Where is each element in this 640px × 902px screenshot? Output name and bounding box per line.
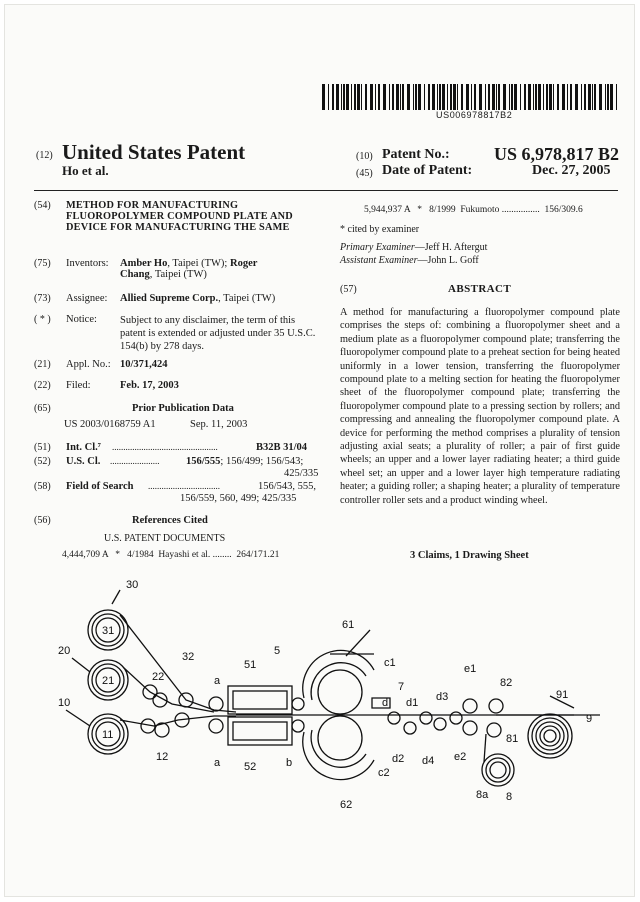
barcode-bar	[557, 84, 559, 110]
patent-drawing	[0, 570, 640, 900]
label-d1: d1	[406, 697, 419, 709]
label-51: 51	[244, 659, 257, 671]
appl-label: Appl. No.:	[66, 359, 111, 370]
label-e1: e1	[464, 663, 477, 675]
label-22: 22	[152, 671, 165, 683]
patent-number: US 6,978,817 B2	[494, 144, 620, 164]
primary-examiner: Primary Examiner—Jeff H. Aftergut	[340, 242, 488, 253]
barcode-bar	[520, 84, 521, 110]
barcode-bar	[450, 84, 452, 110]
barcode-bar	[610, 84, 613, 110]
field-line1: 156/543, 555,	[258, 481, 317, 492]
barcode-bar	[413, 84, 414, 110]
label-61: 61	[342, 619, 355, 631]
field-code: (58)	[34, 481, 51, 492]
barcode-bar	[402, 84, 404, 110]
barcode-bar	[336, 84, 339, 110]
barcode-bar	[605, 84, 606, 110]
label-8a: 8a	[476, 789, 489, 801]
barcode-bar	[428, 84, 430, 110]
barcode-bar	[461, 84, 463, 110]
field-label: Field of Search	[66, 481, 134, 492]
us-docs-heading: U.S. PATENT DOCUMENTS	[104, 533, 226, 544]
barcode-bar	[581, 84, 582, 110]
inventors-code: (75)	[34, 258, 51, 269]
label-32: 32	[182, 651, 195, 663]
label-c2: c2	[378, 767, 390, 779]
barcode-bar	[533, 84, 534, 110]
barcode-bar	[328, 84, 329, 110]
barcode-bar	[346, 84, 349, 110]
barcode-bar	[607, 84, 609, 110]
abstract-heading: ABSTRACT	[448, 283, 512, 295]
barcode-bar	[439, 84, 441, 110]
title-code: (54)	[34, 200, 51, 211]
notice-code: ( * )	[34, 314, 51, 325]
inventors-label: Inventors:	[66, 258, 109, 269]
barcode-bar	[365, 84, 367, 110]
barcode-bar	[567, 84, 568, 110]
barcode-bar	[432, 84, 435, 110]
barcode-bar	[488, 84, 490, 110]
cited-note: * cited by examiner	[340, 224, 420, 235]
label-62: 62	[340, 799, 353, 811]
barcode-bar	[509, 84, 510, 110]
barcode-bar	[528, 84, 531, 110]
date-code: (45)	[356, 168, 373, 179]
barcode	[322, 84, 620, 110]
barcode-bar	[415, 84, 417, 110]
assignee-value: Allied Supreme Corp., Taipei (TW)	[120, 293, 276, 304]
barcode-bar	[418, 84, 421, 110]
claims-count: 3 Claims, 1 Drawing Sheet	[410, 550, 529, 561]
intcl-label: Int. Cl.⁷	[66, 442, 101, 453]
label-c1: c1	[384, 657, 396, 669]
barcode-bar	[424, 84, 425, 110]
barcode-bar	[361, 84, 362, 110]
field-dots: ................................	[148, 481, 220, 491]
label-91: 91	[556, 689, 569, 701]
field-line2: 156/559, 560, 499; 425/335	[180, 493, 297, 504]
barcode-bar	[485, 84, 486, 110]
patent-number-code: (10)	[356, 151, 373, 162]
kind-code-number: (12)	[36, 150, 53, 161]
uscl-code: (52)	[34, 456, 51, 467]
label-82: 82	[500, 677, 513, 689]
barcode-bar	[575, 84, 578, 110]
label-d4: d4	[422, 755, 435, 767]
label-10: 10	[58, 697, 71, 709]
label-5: 5	[274, 645, 281, 657]
barcode-bar	[588, 84, 591, 110]
patent-date: Dec. 27, 2005	[532, 163, 611, 178]
barcode-bar	[396, 84, 399, 110]
prior-heading: Prior Publication Data	[132, 403, 234, 414]
barcode-bar	[343, 84, 345, 110]
barcode-bar	[592, 84, 593, 110]
barcode-bar	[392, 84, 394, 110]
header-divider	[34, 190, 618, 191]
barcode-bar	[553, 84, 554, 110]
label-81: 81	[506, 733, 519, 745]
barcode-bar	[407, 84, 410, 110]
barcode-bar	[357, 84, 360, 110]
barcode-bar	[479, 84, 482, 110]
barcode-bar	[594, 84, 596, 110]
notice-label: Notice:	[66, 314, 97, 325]
barcode-bar	[616, 84, 617, 110]
reference-1: 4,444,709 A * 4/1984 Hayashi et al. ........ 264/171.21	[62, 550, 280, 560]
barcode-number: US006978817B2	[436, 110, 513, 120]
label-a-top: a	[214, 675, 221, 687]
label-12: 12	[156, 751, 169, 763]
date-label: Date of Patent:	[382, 163, 473, 178]
barcode-bar	[341, 84, 342, 110]
barcode-bar	[437, 84, 438, 110]
barcode-bar	[498, 84, 500, 110]
barcode-bar	[389, 84, 390, 110]
barcode-bar	[354, 84, 356, 110]
label-30: 30	[126, 579, 139, 591]
label-11: 11	[102, 729, 114, 741]
invention-title: METHOD FOR MANUFACTURING FLUOROPOLYMER COMPOUND PLATE AND DEVICE FOR MANUFACTURING THE SAME	[66, 200, 293, 233]
refs-code: (56)	[34, 515, 51, 526]
barcode-bar	[442, 84, 445, 110]
label-20: 20	[58, 645, 71, 657]
inventors-short: Ho et al.	[62, 163, 109, 178]
appl-number: 10/371,424	[120, 359, 168, 370]
filed-code: (22)	[34, 380, 51, 391]
label-d2: d2	[392, 753, 405, 765]
abstract-text: A method for manufacturing a fluoropolymer compound plate comprises the steps of: combining a fluoropolymer sheet and a medium plate as a fluoropolymer compound plate; transferring the fluoropolymer compound plate to a preheat section for being heated uniformly in a lower tension, transferring the fluoropolymer compound plate to a melting section for heating the fluoropolymer sheet of the fluoropolymer compound plate; transferring the fluoropolymer compound plate to a pressing section by rollers; and compressing and annealing the fluoropolymer compound plate. A device for performing the method comprises a plurality of tension adjusting axial seats; a plurality of roller; a pair of first guide wheels; an upper and a lower layer radiating heater; a third guide wheel set; an upper and a lower layer high temperature radiating heater; a guiding roller; a shaping heater; a plurality of temperature controller roller sets and a product winding wheel.	[340, 307, 620, 506]
abstract-code: (57)	[340, 284, 357, 295]
barcode-bar	[370, 84, 373, 110]
uscl-value: 156/555; 156/499; 156/543;	[186, 456, 304, 467]
barcode-bar	[400, 84, 401, 110]
document-type: United States Patent	[62, 140, 246, 164]
label-b: b	[286, 757, 293, 769]
uscl-value-line2: 425/335	[284, 468, 319, 479]
label-d: d	[382, 697, 389, 709]
barcode-bar	[535, 84, 537, 110]
barcode-bar	[474, 84, 476, 110]
prior-code: (65)	[34, 403, 51, 414]
barcode-bar	[543, 84, 544, 110]
label-e2: e2	[454, 751, 467, 763]
barcode-bar	[549, 84, 552, 110]
label-31: 31	[102, 625, 115, 637]
barcode-bar	[453, 84, 456, 110]
barcode-bar	[466, 84, 469, 110]
intcl-dots: ...............................................	[112, 442, 218, 452]
barcode-bar	[562, 84, 565, 110]
barcode-bar	[496, 84, 497, 110]
uscl-label: U.S. Cl.	[66, 456, 101, 467]
reference-2: 5,944,937 A * 8/1999 Fukumoto ................ 156/309.6	[364, 205, 583, 215]
assignee-label: Assignee:	[66, 293, 108, 304]
prior-date: Sep. 11, 2003	[190, 419, 248, 430]
inventors-line1: Amber Ho, Taipei (TW); Roger	[120, 258, 258, 269]
barcode-bar	[447, 84, 448, 110]
barcode-bar	[546, 84, 548, 110]
prior-publication: US 2003/0168759 A1	[64, 419, 156, 430]
barcode-bar	[375, 84, 376, 110]
label-8: 8	[506, 791, 513, 803]
barcode-bar	[599, 84, 602, 110]
intcl-value: B32B 31/04	[256, 442, 308, 453]
filed-date: Feb. 17, 2003	[120, 380, 179, 391]
barcode-bar	[538, 84, 541, 110]
label-a-bottom: a	[214, 757, 221, 769]
barcode-bar	[378, 84, 380, 110]
filed-label: Filed:	[66, 380, 91, 391]
refs-heading: References Cited	[132, 515, 208, 526]
appl-code: (21)	[34, 359, 51, 370]
notice-text: Subject to any disclaimer, the term of this patent is extended or adjusted under 35 U.S.C. 154(b) by 278 days.	[120, 315, 316, 352]
barcode-bar	[570, 84, 572, 110]
barcode-bar	[584, 84, 586, 110]
intcl-code: (51)	[34, 442, 51, 453]
barcode-bar	[514, 84, 517, 110]
inventors-line2: Chang, Taipei (TW)	[120, 269, 207, 280]
label-7: 7	[398, 681, 405, 693]
label-d3: d3	[436, 691, 449, 703]
barcode-bar	[383, 84, 386, 110]
barcode-bar	[492, 84, 495, 110]
barcode-bar	[457, 84, 458, 110]
barcode-bar	[322, 84, 325, 110]
barcode-bar	[503, 84, 506, 110]
barcode-bar	[351, 84, 352, 110]
label-9: 9	[586, 713, 593, 725]
uscl-dots: ......................	[110, 456, 160, 466]
barcode-bar	[524, 84, 526, 110]
barcode-bar	[511, 84, 513, 110]
label-52: 52	[244, 761, 257, 773]
assignee-code: (73)	[34, 293, 51, 304]
barcode-bar	[332, 84, 334, 110]
assistant-examiner: Assistant Examiner—John L. Goff	[340, 255, 479, 266]
barcode-bar	[471, 84, 472, 110]
patent-number-label: Patent No.:	[382, 147, 450, 162]
label-21: 21	[102, 675, 115, 687]
